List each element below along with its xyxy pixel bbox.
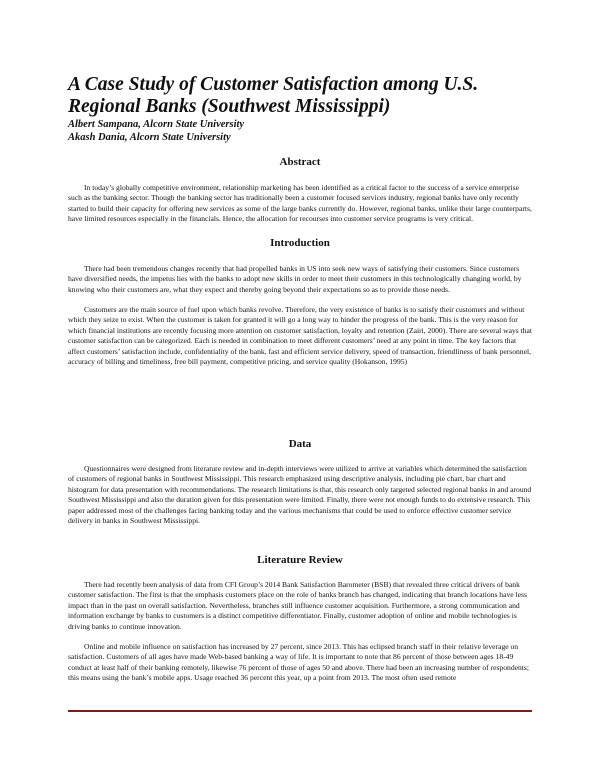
introduction-paragraph: Customers are the main source of fuel upon which banks revolve. Therefore, the very existence of banks is to satisfy their customers and without which they seize to exist. When the customer is taken for granted it will go a long way to hinder the progress of the bank. This is the very reason for which financial institutions are recently focusing more attention on customer satisfaction, loyalty and retention (Zairi, 2000). There are several ways that customer satisfaction can be categorized. Each is needed in combination to meet different customers’ need at any point in time. The key factors that affect customers’ satisfaction include, confidentiality of the bank, fast and efficient service delivery, speed of transaction, friendliness of bank personnel, accuracy of billing and timeliness, free bill payment, competitive pricing, and service quality (Hokanson, 1995) <box>68 305 532 367</box>
literature-paragraph: Online and mobile influence on satisfaction has increased by 27 percent, since 2013. This has eclipsed branch staff in their relative leverage on satisfaction. Customers of all ages have made Web-based banking a way of life. It is important to note that 86 percent of those between ages 18-49 conduct at least half of their banking remotely, likewise 76 percent of those of ages 50 and above. There had been an increasing number of respondents; this means using the bank’s mobile apps. Usage reached 36 percent this year, up a point from 2013. The most often used remote <box>68 642 529 683</box>
section-heading-introduction: Introduction <box>270 237 330 249</box>
paper-title: A Case Study of Customer Satisfaction among U.S. Regional Banks (Southwest Mississippi) <box>68 74 479 117</box>
section-heading-data: Data <box>288 438 312 450</box>
data-paragraph: Questionnaires were designed from literature review and in-depth interviews were utilized to arrive at variables which determined the satisfaction of customers of regional banks in Southwest Mississippi. This research emphasized using descriptive analysis, including pie chart, bar chart and histogram for data presentation with recommendations. The research limitations is that, this research only targeted selected regional banks in and around Southwest Mississippi and also the duration given for this presentation were limited. Finally, there were not enough funds to do extensive research. This paper addressed most of the challenges facing banking today and the various mechanisms that could be used to enforce effective customer service delivery in banks in Southwest Mississippi. <box>68 464 532 526</box>
section-heading-abstract: Abstract <box>279 156 321 168</box>
literature-paragraph: There had recently been analysis of data from CFI Group’s 2014 Bank Satisfaction Barometer (BSB) that revealed three critical drivers of bank customer satisfaction. The first is that the emphasis customers place on the role of banks branch has changed, indicating that branch locations have less impact than in the past on overall satisfaction. Nevertheless, branches still influence customer acquisition. Furthermore, a strong communication and information exchange by banks to customers is a distinct competitive differentiator. Finally, customer adoption of online and mobile technologies is driving banks to continue innovation. <box>68 580 527 631</box>
section-heading-literature-review: Literature Review <box>257 554 343 566</box>
author-line: Akash Dania, Alcorn State University <box>68 132 231 143</box>
author-line: Albert Sampana, Alcorn State University <box>68 119 245 130</box>
footer-rule <box>68 710 532 712</box>
abstract-paragraph: In today’s globally competitive environment, relationship marketing has been identified as a critical factor to the success of a service enterprise such as the banking sector. Though the banking sector has traditionally been a customer focused services industry, regional banks have only recently started to build their capacity for offering new services as some of the large banks currently do. However, regional banks, unlike their large counterparts, have limited resources especially in the financials. Hence, the allocation for recourses into customer service programs is very critical. <box>68 183 532 224</box>
introduction-paragraph: There had been tremendous changes recently that had propelled banks in US into seek new ways of satisfying their customers. Since customers have diversified needs, the impetus lies with the banks to adopt new skills in order to meet their customers in this technologically changing world, by knowing who their customers are, what they expect and thereby going beyond their expectations so as to provide those needs. <box>68 264 522 294</box>
